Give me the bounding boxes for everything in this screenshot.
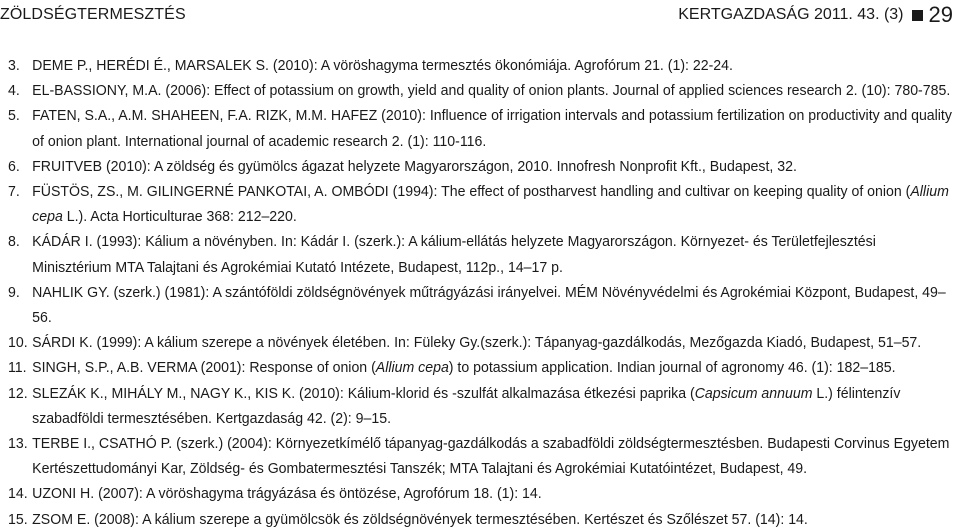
reference-item (8, 179, 954, 229)
reference-number: 5. (8, 107, 20, 125)
reference-text: EL-BASSIONY, M.A. (2006): Effect of potassium on growth, yield and quality of onion plants. Journal of applied sciences research 2. (10): 780-785. (32, 82, 951, 100)
reference-text-after: L.) félintenzív szabadföldi termesztésében. Kertgazdaság 42. (2): 9–15. (32, 384, 901, 427)
reference-number: 12. (8, 384, 28, 402)
reference-text: UZONI H. (2007): A vöröshagyma trágyázása és öntözése, Agrofórum 18. (1): 14. (32, 485, 542, 503)
reference-item (8, 78, 954, 103)
reference-text: NAHLIK GY. (szerk.) (1981): A szántóföldi zöldségnövények műtrágyázási irányelvei. MÉM Növényvédelmi és Agrokémiai Központ, Budapest, 49–56. (32, 283, 946, 327)
reference-item (8, 229, 954, 279)
reference-item (8, 53, 954, 78)
reference-item (8, 103, 954, 153)
reference-text: FATEN, S.A., A.M. SHAHEEN, F.A. RIZK, M.M. HAFEZ (2010): Influence of irrigation intervals and potassium fertilization on productivity and quality of onion plant. International journal of academic research 2. (1): 110-116. (32, 107, 952, 150)
reference-text: DEME P., HERÉDI É., MARSALEK S. (2010): A vöröshagyma termesztés ökonómiája. Agrofórum 21. (1): 22-24. (32, 57, 733, 74)
reference-text-after: ) to potassium application. Indian journal of agronomy 46. (1): 182–185. (448, 359, 896, 377)
reference-item (8, 154, 954, 179)
reference-item (8, 481, 954, 506)
reference-number: 14. (8, 485, 28, 503)
reference-item (8, 431, 954, 481)
journal-citation: KERTGAZDASÁG 2011. 43. (3) (678, 6, 904, 23)
reference-number: 6. (8, 157, 20, 175)
page-header (0, 0, 959, 36)
reference-text: TERBE I., CSATHÓ P. (szerk.) (2004): Környezetkímélő tápanyag-gazdálkodás a szabadföldi zöldségtermesztésben. Budapesti Corvinus Egyetem Kertészettudományi Kar, Zöldség- és Gombatermesztési Tanszék; MTA Talajtani és Agrokémiai Kutatóintézet, Budapest, 49. (32, 435, 950, 478)
reference-number: 4. (8, 82, 20, 100)
section-title: ZÖLDSÉGTERMESZTÉS (0, 6, 186, 23)
reference-number: 8. (8, 233, 20, 251)
reference-text: SÁRDI K. (1999): A kálium szerepe a növények életében. In: Füleky Gy.(szerk.): Tápanyag-gazdálkodás, Mezőgazda Kiadó, Budapest, 51–57. (32, 334, 922, 352)
reference-text: FRUITVEB (2010): A zöldség és gyümölcs ágazat helyzete Magyarországon, 2010. Innofresh Nonprofit Kft., Budapest, 32. (32, 157, 797, 175)
reference-item (8, 507, 954, 532)
reference-item (8, 355, 954, 380)
reference-number: 7. (8, 183, 20, 201)
reference-number: 11. (8, 359, 27, 377)
species-name: Capsicum annuum (694, 384, 813, 402)
reference-text (32, 381, 954, 431)
journal-info (678, 2, 953, 28)
reference-text-before: FÜSTÖS, ZS., M. GILINGERNÉ PANKOTAI, A. OMBÓDI (1994): The effect of postharvest handling and cultivar on keeping quality of onion ( (32, 183, 911, 201)
species-name: Allium cepa (375, 359, 449, 377)
reference-number: 9. (8, 283, 20, 301)
reference-text-before: SLEZÁK K., MIHÁLY M., NAGY K., KIS K. (2010): Kálium-klorid és -szulfát alkalmazása étkezési paprika ( (32, 384, 695, 402)
species-name: Allium cepa (32, 183, 949, 226)
reference-text-after: L.). Acta Horticulturae 368: 212–220. (62, 208, 297, 226)
reference-list (8, 53, 954, 532)
reference-number: 3. (8, 57, 20, 74)
reference-number: 10. (8, 334, 28, 352)
reference-number: 13. (8, 435, 28, 453)
reference-text: KÁDÁR I. (1993): Kálium a növényben. In: Kádár I. (szerk.): A kálium-ellátás helyzete Magyarországon. Környezet- és Területfejlesztési Minisztérium MTA Talajtani és Agrokémiai Kutató Intézete, Budapest, 112p., 14–17 p. (32, 233, 876, 276)
reference-text-before: SINGH, S.P., A.B. VERMA (2001): Response of onion ( (32, 359, 376, 377)
reference-item (8, 280, 954, 330)
reference-item (8, 330, 954, 355)
reference-item (8, 381, 954, 431)
page-number: 29 (928, 2, 953, 27)
filled-square-icon (912, 10, 923, 21)
reference-text: ZSOM E. (2008): A kálium szerepe a gyümölcsök és zöldségnövények termesztésében. Kertészet és Szőlészet 57. (14): 14. (32, 510, 808, 528)
reference-text (32, 179, 954, 229)
reference-number: 15. (8, 510, 28, 528)
reference-text (32, 355, 954, 380)
